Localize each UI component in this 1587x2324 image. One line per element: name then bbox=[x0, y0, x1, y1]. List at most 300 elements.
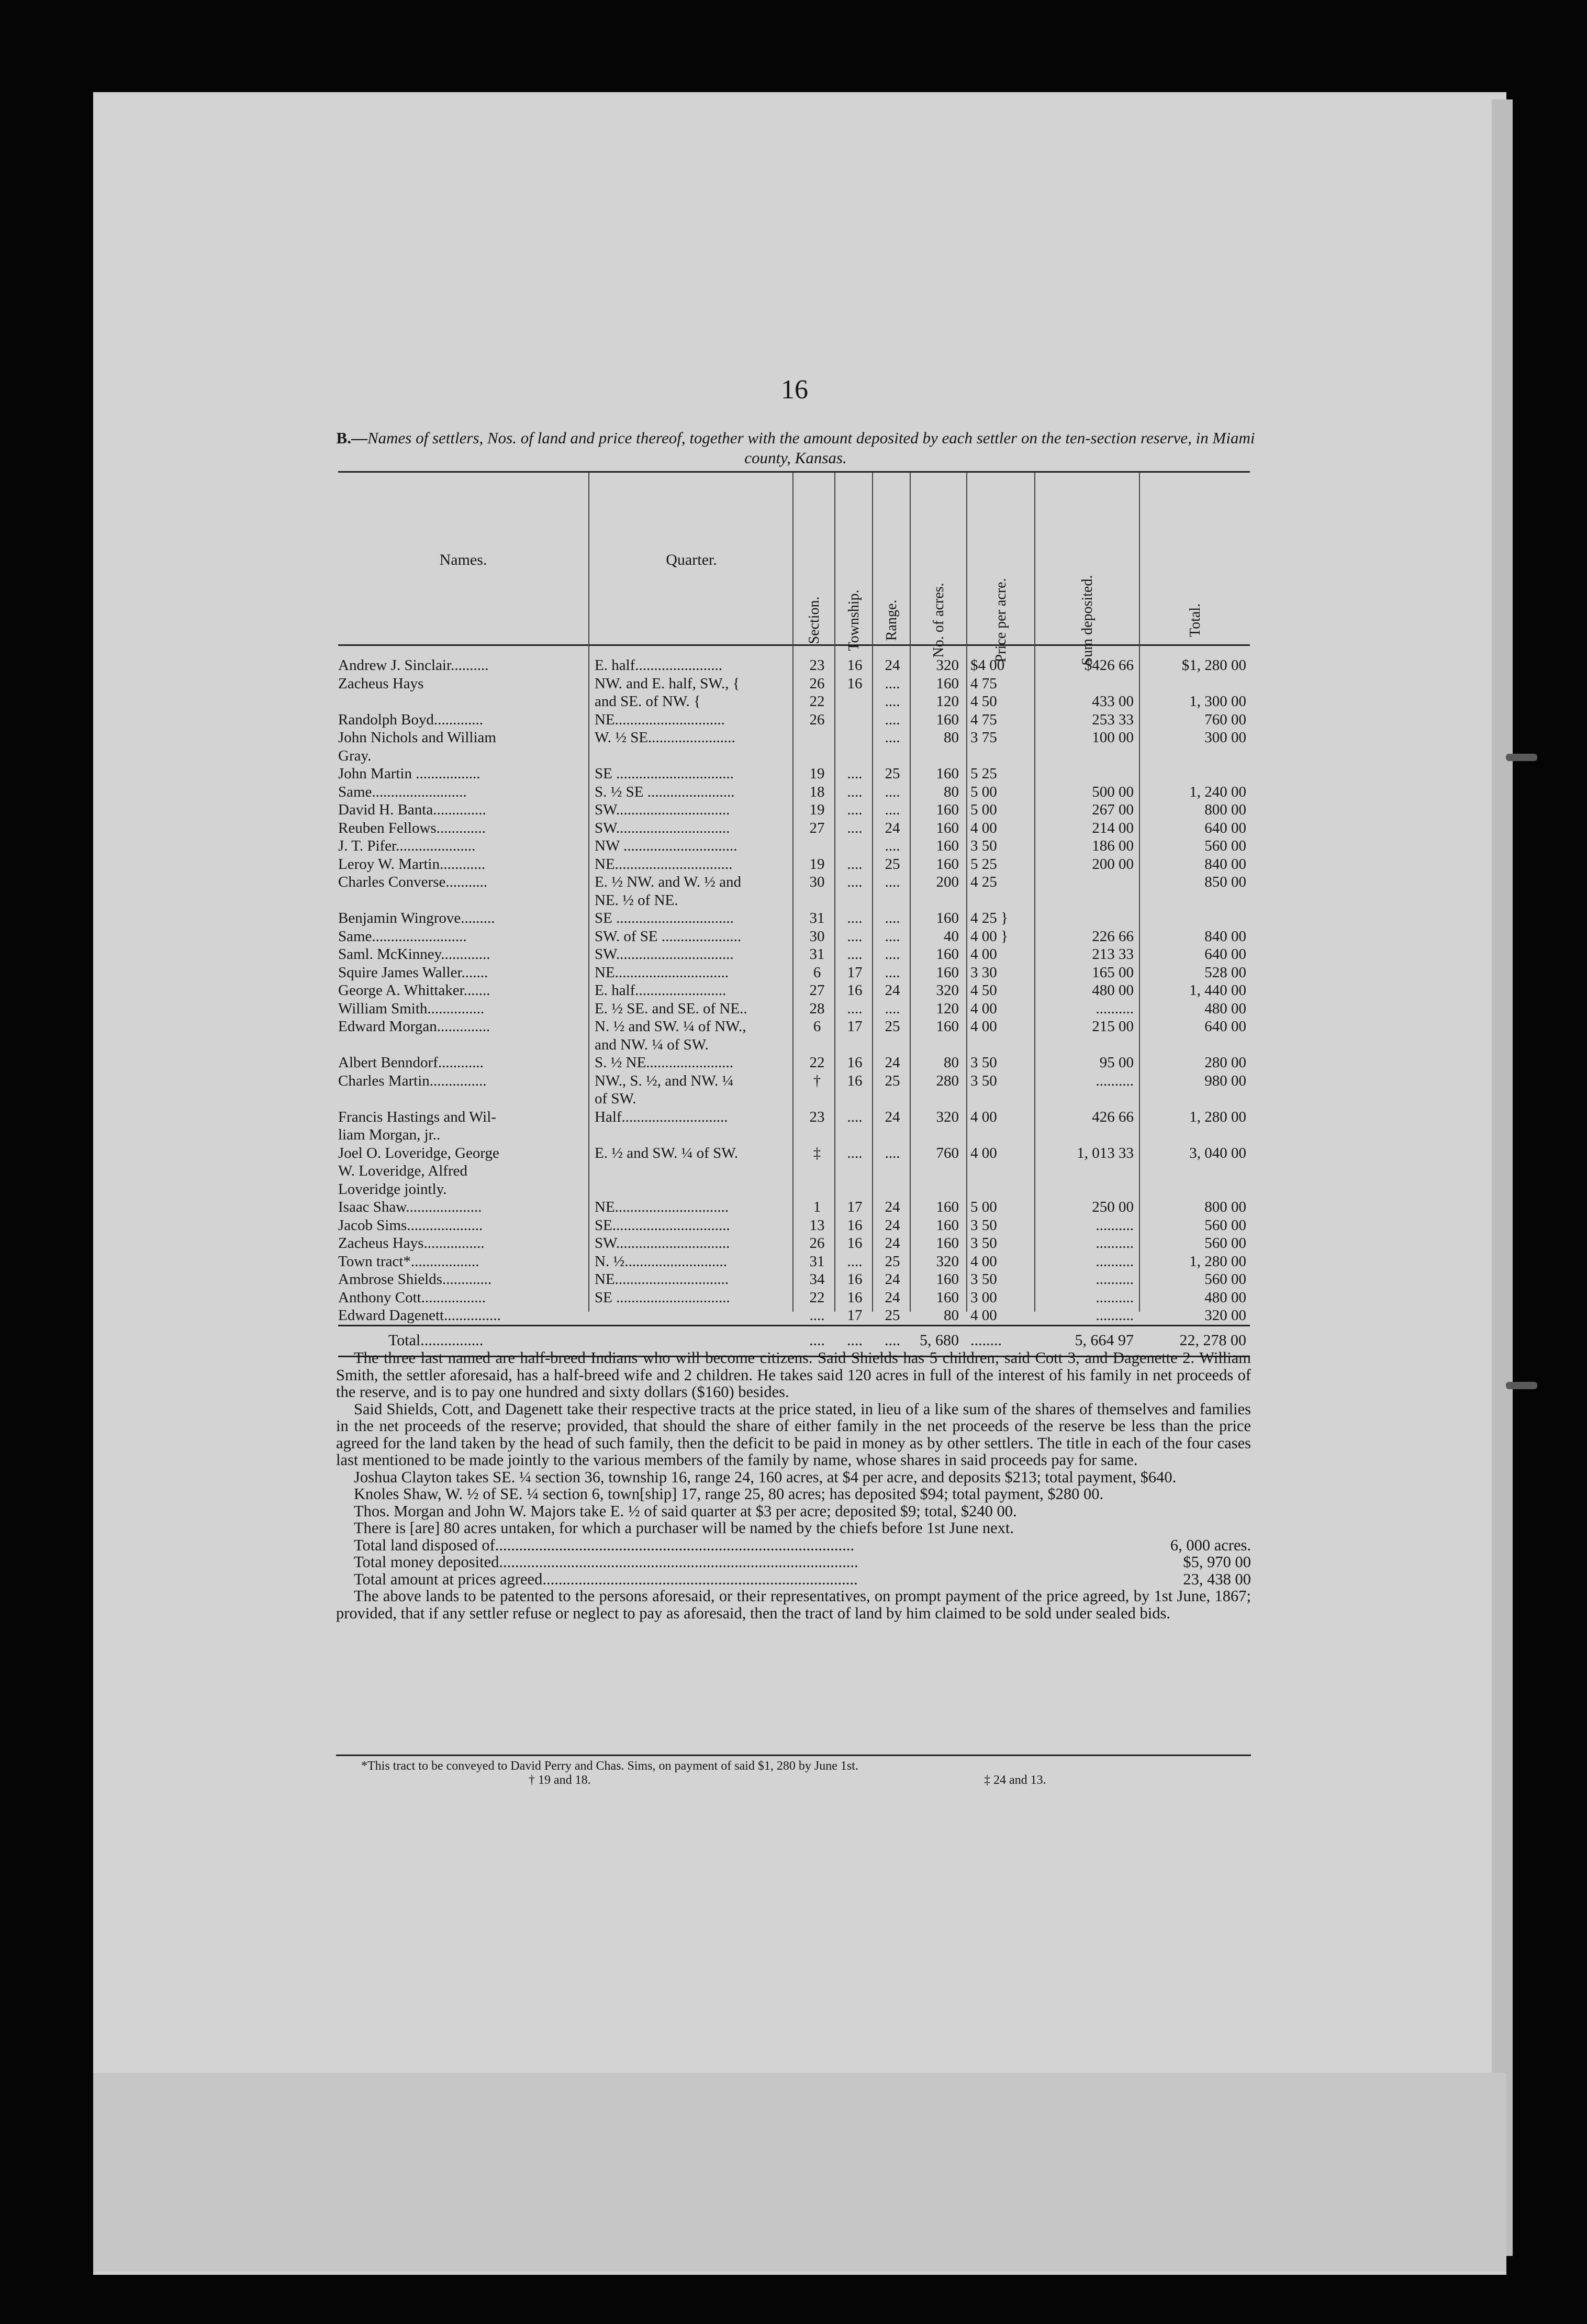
cell-quarter: SW.............................. bbox=[595, 1235, 730, 1252]
note-paragraph: The three last named are half-breed Indians who will become citizens. Said Shields has 5 children; said Cott 3, and Dagenette 2. William Smith, the settler aforesaid, has a half-breed wife and 2 children. He takes said 120 acres in full of the interest of his family in net proceeds of the reserve, and is to pay one hundred and sixty dollars ($160) besides. bbox=[336, 1349, 1251, 1401]
cell-township: .... bbox=[847, 783, 863, 800]
cell-total: 1, 280 00 bbox=[1189, 1108, 1246, 1125]
cell-quarter: NE.............................. bbox=[595, 964, 729, 981]
cell-price: 4 00 bbox=[970, 1253, 997, 1270]
cell-price: 3 50 bbox=[970, 1216, 997, 1234]
cell-acres: 160 bbox=[936, 837, 959, 854]
amount-value: 23, 438 00 bbox=[1183, 1570, 1251, 1588]
cell-section: † bbox=[813, 1072, 821, 1089]
cell-section: 31 bbox=[809, 946, 825, 963]
cell-acres: 160 bbox=[936, 1289, 959, 1306]
cell-range: .... bbox=[885, 1000, 900, 1017]
cell-name: Leroy W. Martin............ bbox=[338, 855, 486, 873]
cell-range: 25 bbox=[885, 1253, 900, 1270]
cell-price: 4 00 bbox=[970, 1144, 997, 1161]
cell-acres: 160 bbox=[936, 765, 959, 782]
cell-range: 24 bbox=[885, 657, 900, 674]
cell-quarter: S. ½ NE....................... bbox=[595, 1054, 734, 1071]
cell-price: 4 00 bbox=[970, 1108, 997, 1125]
cell-deposited: 215 00 bbox=[1092, 1018, 1134, 1035]
table-row bbox=[338, 656, 1250, 675]
cell-acres: 760 bbox=[936, 1144, 959, 1161]
footnote-rule bbox=[336, 1755, 1251, 1756]
cell-range: .... bbox=[885, 711, 900, 728]
header-range-label: Range. bbox=[884, 599, 900, 641]
cell-acres: 80 bbox=[944, 783, 959, 800]
cell-township: 16 bbox=[847, 1271, 863, 1288]
cell-price: 5 00 bbox=[970, 801, 997, 818]
cell-name: Randolph Boyd............. bbox=[338, 711, 484, 728]
cell-acres: 120 bbox=[936, 1000, 959, 1017]
binding-clip bbox=[1506, 1382, 1537, 1389]
cell-price: 3 00 bbox=[970, 1289, 997, 1306]
cell-township: 16 bbox=[847, 675, 863, 692]
cell-name: liam Morgan, jr.. bbox=[338, 1126, 441, 1143]
cell-deposited: .......... bbox=[1096, 1307, 1134, 1324]
cell-section: .... bbox=[809, 1307, 825, 1324]
cell-acres: 200 bbox=[936, 874, 959, 890]
table-row bbox=[338, 855, 1250, 874]
cell-total: 800 00 bbox=[1204, 1199, 1246, 1215]
cell-price: 4 00 } bbox=[970, 928, 1008, 945]
page-number: 16 bbox=[781, 375, 808, 405]
cell-price: 3 30 bbox=[970, 964, 997, 981]
cell-deposited: 500 00 bbox=[1092, 783, 1134, 800]
amount-label: Total land disposed of.......................................................................................... bbox=[354, 1536, 855, 1554]
header-acres bbox=[910, 473, 967, 658]
footnote-ddagger: ‡ 24 and 13. bbox=[984, 1773, 1046, 1787]
cell-range: .... bbox=[885, 928, 900, 945]
cell-section: 28 bbox=[809, 1000, 825, 1017]
cell-quarter: SW.............................. bbox=[595, 801, 730, 818]
total-section: .... bbox=[809, 1331, 825, 1349]
cell-quarter: E. half....................... bbox=[595, 657, 723, 674]
table-row bbox=[338, 1054, 1250, 1072]
cell-name: Same......................... bbox=[338, 783, 467, 800]
cell-section: 30 bbox=[809, 928, 825, 945]
cell-section: 18 bbox=[809, 783, 825, 800]
cell-township: .... bbox=[847, 1144, 863, 1161]
cell-name: Francis Hastings and Wil- bbox=[338, 1108, 496, 1125]
header-total bbox=[1139, 473, 1251, 644]
cell-section: 6 bbox=[813, 1018, 821, 1035]
cell-total: 560 00 bbox=[1204, 1271, 1246, 1288]
cell-price: 3 50 bbox=[970, 837, 997, 854]
header-range bbox=[872, 473, 911, 644]
cell-price: 5 25 bbox=[970, 855, 997, 873]
cell-price: $4 00 bbox=[970, 657, 1005, 674]
cell-acres: 160 bbox=[936, 1199, 959, 1215]
amount-line bbox=[336, 1554, 1251, 1571]
cell-acres: 320 bbox=[936, 1253, 959, 1270]
cell-name: Reuben Fellows............. bbox=[338, 819, 486, 836]
cell-total: 480 00 bbox=[1204, 1000, 1246, 1017]
cell-total: 480 00 bbox=[1204, 1289, 1246, 1306]
cell-name: Squire James Waller....... bbox=[338, 964, 488, 981]
cell-deposited: 100 00 bbox=[1092, 729, 1134, 746]
cell-name: Ambrose Shields............. bbox=[338, 1271, 492, 1288]
cell-name: Edward Dagenett............... bbox=[338, 1307, 501, 1324]
cell-deposited: 165 00 bbox=[1092, 964, 1134, 981]
note-paragraph: Knoles Shaw, W. ½ of SE. ¼ section 6, town[ship] 17, range 25, 80 acres; has deposited $94; total payment, $280 00. bbox=[354, 1485, 1104, 1503]
cell-acres: 160 bbox=[936, 946, 959, 963]
cell-quarter: W. ½ SE....................... bbox=[595, 729, 735, 746]
cell-total: 300 00 bbox=[1204, 729, 1246, 746]
cell-range: .... bbox=[885, 783, 900, 800]
cell-section: 26 bbox=[809, 1235, 825, 1252]
cell-quarter: SW............................... bbox=[595, 946, 734, 963]
header-acres-label: No. of acres. bbox=[931, 583, 947, 658]
cell-total: 280 00 bbox=[1204, 1054, 1246, 1071]
cell-deposited: 250 00 bbox=[1092, 1199, 1134, 1215]
table-row bbox=[338, 1162, 1250, 1180]
footnote-star: *This tract to be conveyed to David Perry and Chas. Sims, on payment of said $1, 280 by June 1st. bbox=[361, 1759, 858, 1773]
cell-range: .... bbox=[885, 801, 900, 818]
cell-total: 640 00 bbox=[1204, 819, 1246, 836]
cell-quarter: NE............................. bbox=[595, 711, 725, 728]
cell-acres: 160 bbox=[936, 1235, 959, 1252]
cell-section: 22 bbox=[809, 1054, 825, 1071]
table-row bbox=[338, 1306, 1250, 1325]
table-row bbox=[338, 1036, 1250, 1054]
cell-name: Same......................... bbox=[338, 928, 467, 945]
cell-range: 25 bbox=[885, 855, 900, 873]
cell-acres: 160 bbox=[936, 855, 959, 873]
cell-quarter: and SE. of NW. { bbox=[595, 693, 701, 710]
cell-range: .... bbox=[885, 837, 900, 854]
header-section bbox=[792, 473, 835, 644]
cell-township: .... bbox=[847, 1253, 863, 1270]
amount-line bbox=[336, 1537, 1251, 1554]
cell-quarter: N. ½........................... bbox=[595, 1253, 727, 1270]
cell-price: 3 50 bbox=[970, 1235, 997, 1252]
cell-range: .... bbox=[885, 693, 900, 710]
cell-acres: 160 bbox=[936, 1271, 959, 1288]
cell-section: 27 bbox=[809, 982, 825, 999]
cell-deposited: 213 33 bbox=[1092, 946, 1134, 963]
cell-section: 27 bbox=[809, 819, 825, 836]
cell-acres: 160 bbox=[936, 1018, 959, 1035]
cell-deposited: .......... bbox=[1096, 1072, 1134, 1089]
cell-township: .... bbox=[847, 765, 863, 782]
cell-name: John Nichols and William bbox=[338, 729, 496, 746]
table-row bbox=[338, 1289, 1250, 1307]
cell-deposited: 186 00 bbox=[1092, 837, 1134, 854]
cell-price: 3 50 bbox=[970, 1054, 997, 1071]
table-row bbox=[338, 873, 1250, 891]
binding-clip bbox=[1506, 754, 1537, 761]
notes-block bbox=[336, 1349, 1251, 1622]
header-price bbox=[966, 473, 1035, 663]
table-row bbox=[338, 1180, 1250, 1199]
header-township-label: Township. bbox=[846, 589, 862, 651]
caption-text: Names of settlers, Nos. of land and price thereof, together with the amount deposited by each settler on the ten-section reserve, in Miami county, Kansas. bbox=[367, 429, 1255, 467]
cell-name: Andrew J. Sinclair.......... bbox=[338, 657, 489, 674]
cell-deposited: 426 66 bbox=[1092, 1108, 1134, 1125]
cell-acres: 120 bbox=[936, 693, 959, 710]
cell-quarter: Half............................ bbox=[595, 1108, 728, 1125]
table-row bbox=[338, 801, 1250, 819]
cell-name: Isaac Shaw.................... bbox=[338, 1199, 482, 1215]
cell-quarter: NE............................... bbox=[595, 855, 733, 873]
header-total-label: Total. bbox=[1187, 603, 1203, 638]
cell-acres: 320 bbox=[936, 657, 959, 674]
cell-township: .... bbox=[847, 801, 863, 818]
table-row bbox=[338, 1253, 1250, 1271]
total-deposited: 5, 664 97 bbox=[1075, 1331, 1134, 1349]
cell-quarter: and NW. ¼ of SW. bbox=[595, 1036, 709, 1053]
cell-total: 320 00 bbox=[1204, 1307, 1246, 1324]
cell-acres: 160 bbox=[936, 711, 959, 728]
table-body bbox=[338, 646, 1250, 1325]
cell-quarter: N. ½ and SW. ¼ of NW., bbox=[595, 1018, 746, 1035]
cell-name: Anthony Cott................. bbox=[338, 1289, 486, 1306]
cell-range: 24 bbox=[885, 1054, 900, 1071]
cell-name: John Martin ................. bbox=[338, 765, 480, 782]
amount-label: Total amount at prices agreed............................................................................... bbox=[354, 1570, 858, 1588]
cell-township: .... bbox=[847, 1000, 863, 1017]
cell-quarter: SE............................... bbox=[595, 1216, 730, 1234]
cell-range: 25 bbox=[885, 1307, 900, 1324]
cell-name: Saml. McKinney............. bbox=[338, 946, 490, 963]
cell-deposited: 200 00 bbox=[1092, 855, 1134, 873]
cell-price: 4 50 bbox=[970, 693, 997, 710]
amount-value: 6, 000 acres. bbox=[1170, 1536, 1251, 1554]
table-row bbox=[338, 945, 1250, 964]
cell-total: 560 00 bbox=[1204, 1235, 1246, 1252]
cell-township: 17 bbox=[847, 1199, 863, 1215]
cell-range: 24 bbox=[885, 1289, 900, 1306]
cell-price: 4 00 bbox=[970, 946, 997, 963]
cell-total: 800 00 bbox=[1204, 801, 1246, 818]
cell-section: 26 bbox=[809, 675, 825, 692]
header-quarter bbox=[588, 473, 793, 644]
cell-name: J. T. Pifer..................... bbox=[338, 837, 476, 854]
cell-range: .... bbox=[885, 1144, 900, 1161]
cell-total: 640 00 bbox=[1204, 946, 1246, 963]
total-range: .... bbox=[885, 1331, 900, 1349]
table-row bbox=[338, 1018, 1250, 1036]
cell-deposited: .......... bbox=[1096, 1216, 1134, 1234]
cell-price: 5 25 bbox=[970, 765, 997, 782]
cell-price: 4 50 bbox=[970, 982, 997, 999]
footnote-dagger: † 19 and 18. bbox=[529, 1773, 591, 1787]
table-row bbox=[338, 1090, 1250, 1108]
amount-line bbox=[336, 1571, 1251, 1588]
cell-section: 19 bbox=[809, 765, 825, 782]
note-paragraph: There is [are] 80 acres untaken, for which a purchaser will be named by the chiefs before 1st June next. bbox=[354, 1519, 1014, 1537]
page-bottom-shade bbox=[93, 2073, 1506, 2272]
cell-name: Jacob Sims.................... bbox=[338, 1216, 483, 1234]
cell-total: 760 00 bbox=[1204, 711, 1246, 728]
table-row bbox=[338, 1216, 1250, 1235]
table-caption bbox=[335, 428, 1256, 468]
cell-name: Town tract*.................. bbox=[338, 1253, 479, 1270]
cell-name: Loveridge jointly. bbox=[338, 1180, 447, 1198]
cell-section: 1 bbox=[813, 1199, 821, 1215]
cell-township: 16 bbox=[847, 1072, 863, 1089]
cell-quarter: NE. ½ of NE. bbox=[595, 891, 678, 909]
header-township bbox=[834, 473, 873, 651]
cell-section: 23 bbox=[809, 657, 825, 674]
cell-name: Charles Converse........... bbox=[338, 874, 488, 890]
cell-section: 26 bbox=[809, 711, 825, 728]
cell-deposited: .......... bbox=[1096, 1253, 1134, 1270]
table-row bbox=[338, 729, 1250, 747]
total-acres: 5, 680 bbox=[920, 1331, 959, 1349]
cell-township: 16 bbox=[847, 657, 863, 674]
table-row bbox=[338, 891, 1250, 910]
cell-name: George A. Whittaker....... bbox=[338, 982, 490, 999]
cell-price: 4 00 bbox=[970, 819, 997, 836]
cell-total: 840 00 bbox=[1204, 855, 1246, 873]
cell-section: 22 bbox=[809, 1289, 825, 1306]
amount-value: $5, 970 00 bbox=[1183, 1553, 1251, 1571]
table-row bbox=[338, 981, 1250, 1000]
cell-quarter: NW. and E. half, SW., { bbox=[595, 675, 740, 692]
cell-quarter: NE.............................. bbox=[595, 1271, 729, 1288]
cell-acres: 280 bbox=[936, 1072, 959, 1089]
cell-township: 16 bbox=[847, 982, 863, 999]
cell-township: 16 bbox=[847, 1289, 863, 1306]
cell-deposited: $426 66 bbox=[1084, 657, 1134, 674]
header-quarter-label: Quarter. bbox=[666, 551, 717, 568]
cell-name: William Smith............... bbox=[338, 1000, 485, 1017]
cell-township: .... bbox=[847, 855, 863, 873]
cell-price: 3 50 bbox=[970, 1072, 997, 1089]
cell-price: 4 00 bbox=[970, 1018, 997, 1035]
table-row bbox=[338, 1234, 1250, 1253]
cell-total: 3, 040 00 bbox=[1189, 1144, 1246, 1161]
cell-deposited: .......... bbox=[1096, 1000, 1134, 1017]
cell-total: 1, 300 00 bbox=[1189, 693, 1246, 710]
cell-acres: 160 bbox=[936, 801, 959, 818]
cell-deposited: 95 00 bbox=[1099, 1054, 1134, 1071]
cell-price: 3 50 bbox=[970, 1271, 997, 1288]
cell-range: 24 bbox=[885, 982, 900, 999]
table-row bbox=[338, 1198, 1250, 1216]
cell-total: 1, 440 00 bbox=[1189, 982, 1246, 999]
cell-deposited: 253 33 bbox=[1092, 711, 1134, 728]
cell-township: .... bbox=[847, 819, 863, 836]
cell-price: 5 00 bbox=[970, 1199, 997, 1215]
cell-township: 16 bbox=[847, 1235, 863, 1252]
cell-quarter: of SW. bbox=[595, 1090, 636, 1107]
cell-name: Edward Morgan.............. bbox=[338, 1018, 490, 1035]
cell-total: 980 00 bbox=[1204, 1072, 1246, 1089]
cell-range: 24 bbox=[885, 1199, 900, 1215]
cell-quarter: E. ½ and SW. ¼ of SW. bbox=[595, 1144, 739, 1161]
cell-range: .... bbox=[885, 675, 900, 692]
cell-total: 850 00 bbox=[1204, 874, 1246, 890]
cell-total: 640 00 bbox=[1204, 1018, 1246, 1035]
cell-acres: 160 bbox=[936, 675, 959, 692]
table-row bbox=[338, 692, 1250, 711]
cell-section: 31 bbox=[809, 1253, 825, 1270]
amount-label: Total money deposited.......................................................................................... bbox=[354, 1553, 858, 1571]
cell-section: 19 bbox=[809, 855, 825, 873]
cell-deposited: 226 66 bbox=[1092, 928, 1134, 945]
settlers-table bbox=[338, 471, 1250, 1357]
cell-township: 16 bbox=[847, 1054, 863, 1071]
total-total: 22, 278 00 bbox=[1179, 1331, 1246, 1349]
cell-quarter: SE ............................... bbox=[595, 910, 734, 926]
cell-township: .... bbox=[847, 946, 863, 963]
cell-price: 4 25 } bbox=[970, 910, 1008, 926]
table-row bbox=[338, 909, 1250, 928]
cell-quarter: NW .............................. bbox=[595, 837, 737, 854]
cell-section: 34 bbox=[809, 1271, 825, 1288]
table-row bbox=[338, 783, 1250, 801]
cell-deposited: .......... bbox=[1096, 1289, 1134, 1306]
cell-quarter: NW., S. ½, and NW. ¼ bbox=[595, 1072, 734, 1089]
cell-quarter: E. ½ SE. and SE. of NE.. bbox=[595, 1000, 747, 1017]
cell-acres: 160 bbox=[936, 910, 959, 926]
cell-quarter: SE ............................... bbox=[595, 765, 734, 782]
cell-range: 25 bbox=[885, 1018, 900, 1035]
cell-name: Albert Benndorf............ bbox=[338, 1054, 484, 1071]
cell-township: .... bbox=[847, 1108, 863, 1125]
total-township: .... bbox=[847, 1331, 863, 1349]
cell-section: 6 bbox=[813, 964, 821, 981]
note-paragraph: Joshua Clayton takes SE. ¼ section 36, township 16, range 24, 160 acres, at $4 per acre, and deposits $213; total payment, $640. bbox=[354, 1468, 1177, 1486]
cell-range: 24 bbox=[885, 1216, 900, 1234]
cell-price: 5 00 bbox=[970, 783, 997, 800]
cell-deposited: 267 00 bbox=[1092, 801, 1134, 818]
table-row bbox=[338, 1270, 1250, 1289]
cell-township: 17 bbox=[847, 1307, 863, 1324]
cell-range: 24 bbox=[885, 1108, 900, 1125]
cell-name: Joel O. Loveridge, George bbox=[338, 1144, 499, 1161]
cell-total: 528 00 bbox=[1204, 964, 1246, 981]
cell-acres: 160 bbox=[936, 1216, 959, 1234]
cell-section: 13 bbox=[809, 1216, 825, 1234]
page-edge bbox=[1492, 99, 1513, 2256]
cell-quarter: SE .............................. bbox=[595, 1289, 730, 1306]
table-row bbox=[338, 711, 1250, 729]
cell-range: .... bbox=[885, 964, 900, 981]
total-price: ........ bbox=[970, 1331, 1002, 1349]
header-deposited-label: Sum deposited. bbox=[1079, 575, 1096, 666]
cell-quarter: E. ½ NW. and W. ½ and bbox=[595, 874, 742, 890]
cell-township: .... bbox=[847, 874, 863, 890]
cell-range: .... bbox=[885, 946, 900, 963]
caption-label: B.— bbox=[336, 429, 367, 447]
cell-range: 24 bbox=[885, 1271, 900, 1288]
table-row bbox=[338, 928, 1250, 946]
cell-deposited: 1, 013 33 bbox=[1077, 1144, 1134, 1161]
table-row bbox=[338, 837, 1250, 855]
table-row bbox=[338, 964, 1250, 982]
cell-range: .... bbox=[885, 874, 900, 890]
cell-section: ‡ bbox=[813, 1144, 821, 1161]
cell-price: 4 75 bbox=[970, 711, 997, 728]
header-names-label: Names. bbox=[439, 551, 487, 568]
cell-section: 31 bbox=[809, 910, 825, 926]
cell-range: 25 bbox=[885, 1072, 900, 1089]
total-label: Total................ bbox=[388, 1331, 484, 1349]
closing-paragraph: The above lands to be patented to the persons aforesaid, or their representatives, on prompt payment of the price agreed, by 1st June, 1867; provided, that if any settler refuse or neglect to pay as aforesaid, then the tract of land by him claimed to be sold under sealed bids. bbox=[336, 1587, 1251, 1622]
cell-section: 19 bbox=[809, 801, 825, 818]
cell-quarter: E. half........................ bbox=[595, 982, 727, 999]
cell-deposited: 480 00 bbox=[1092, 982, 1134, 999]
cell-total: 560 00 bbox=[1204, 1216, 1246, 1234]
header-section-label: Section. bbox=[806, 596, 822, 644]
table-row bbox=[338, 1108, 1250, 1126]
cell-name: Charles Martin............... bbox=[338, 1072, 487, 1089]
header-names bbox=[338, 473, 588, 644]
cell-total: 560 00 bbox=[1204, 837, 1246, 854]
